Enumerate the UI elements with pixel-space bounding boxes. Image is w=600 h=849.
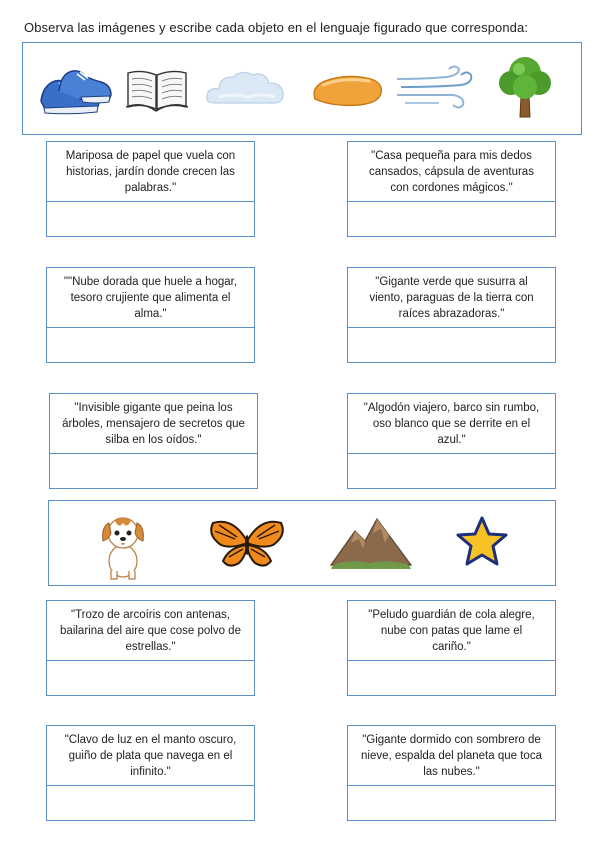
figurative-text: "Invisible gigante que peina los árboles, mensajero de secretos que silba en los oídos."	[50, 394, 257, 454]
answer-field[interactable]	[50, 456, 257, 488]
answer-field[interactable]	[47, 204, 254, 236]
answer-field[interactable]	[348, 663, 555, 695]
figurative-card-tree	[347, 267, 556, 363]
tree-icon	[495, 55, 555, 121]
figurative-card-butterfly	[46, 600, 255, 696]
figurative-card-star	[46, 725, 255, 821]
figurative-card-puppy	[347, 600, 556, 696]
figurative-card-mountain	[347, 725, 556, 821]
wind-icon	[395, 65, 475, 111]
sneakers-icon	[37, 63, 113, 119]
star-icon	[455, 515, 509, 569]
figurative-text: "Gigante dormido con sombrero de nieve, espalda del planeta que toca las nubes."	[348, 726, 555, 786]
bread-loaf-icon	[309, 71, 385, 109]
instruction-text: Observa las imágenes y escribe cada objeto en el lenguaje figurado que corresponda:	[24, 20, 529, 35]
figurative-text: "Peludo guardián de cola alegre, nube con patas que lame el cariño."	[348, 601, 555, 661]
image-strip-2	[48, 500, 556, 586]
figurative-text: "Algodón viajero, barco sin rumbo, oso blanco que se derrite en el azul."	[348, 394, 555, 454]
butterfly-icon	[207, 515, 287, 571]
cloud-icon	[203, 67, 287, 109]
open-book-icon	[124, 65, 190, 113]
answer-field[interactable]	[348, 456, 555, 488]
figurative-card-cloud	[347, 393, 556, 489]
answer-field[interactable]	[47, 663, 254, 695]
answer-field[interactable]	[348, 788, 555, 820]
answer-field[interactable]	[348, 204, 555, 236]
figurative-text: Mariposa de papel que vuela con historias, jardín donde crecen las palabras."	[47, 142, 254, 202]
figurative-card-wind	[49, 393, 258, 489]
mountain-icon	[329, 513, 413, 571]
figurative-card-book	[46, 141, 255, 237]
figurative-card-shoes	[347, 141, 556, 237]
puppy-icon	[97, 509, 149, 581]
figurative-text: "Gigante verde que susurra al viento, paraguas de la tierra con raíces abrazadoras."	[348, 268, 555, 328]
answer-field[interactable]	[47, 788, 254, 820]
figurative-text: "Trozo de arcoíris con antenas, bailarina del aire que cose polvo de estrellas."	[47, 601, 254, 661]
answer-field[interactable]	[348, 330, 555, 362]
answer-field[interactable]	[47, 330, 254, 362]
figurative-card-bread	[46, 267, 255, 363]
figurative-text: "Clavo de luz en el manto oscuro, guiño de plata que navega en el infinito."	[47, 726, 254, 786]
figurative-text: ""Nube dorada que huele a hogar, tesoro crujiente que alimenta el alma."	[47, 268, 254, 328]
figurative-text: "Casa pequeña para mis dedos cansados, cápsula de aventuras con cordones mágicos."	[348, 142, 555, 202]
image-strip-1	[22, 42, 582, 135]
